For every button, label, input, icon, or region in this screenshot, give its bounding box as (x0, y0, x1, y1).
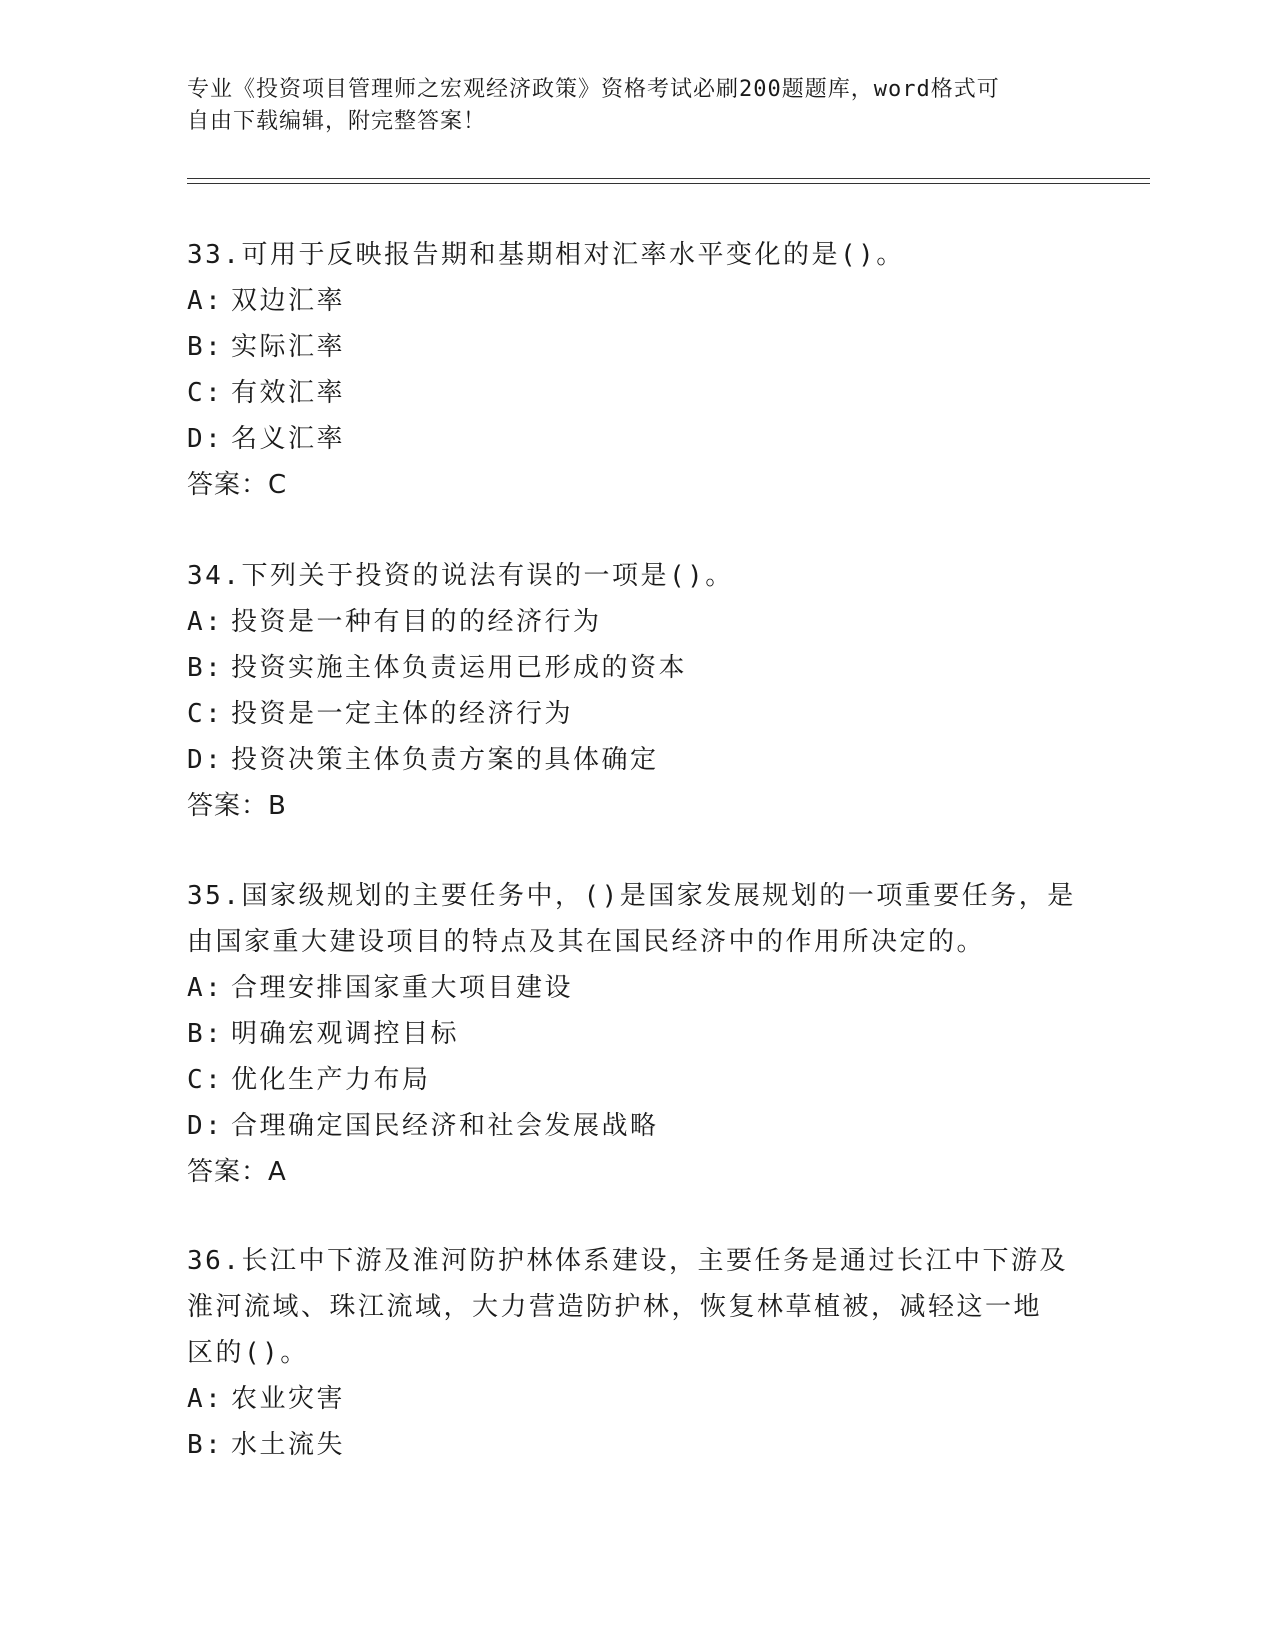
option-text: 投资是一种有目的的经济行为 (231, 607, 602, 637)
question-stem: 34.下列关于投资的说法有误的一项是()。 (187, 561, 734, 591)
option-text: 合理安排国家重大项目建设 (231, 973, 574, 1003)
option-letter: A: (187, 607, 224, 637)
option-text: 投资实施主体负责运用已形成的资本 (231, 653, 688, 683)
option-letter: C: (187, 699, 224, 729)
option-letter: A: (187, 973, 224, 1003)
option-text: 合理确定国民经济和社会发展战略 (231, 1111, 659, 1141)
option-a (187, 1376, 1087, 1422)
option-text: 双边汇率 (231, 286, 346, 316)
option-text: 投资决策主体负责方案的具体确定 (231, 745, 659, 775)
question-stem-line-2: 淮河流域、珠江流域，大力营造防护林，恢复林草植被，减轻这一地 (187, 1292, 1043, 1322)
option-text: 水土流失 (231, 1430, 346, 1460)
option-b (187, 324, 1087, 370)
option-letter: D: (187, 745, 224, 775)
option-text: 名义汇率 (231, 424, 346, 454)
header-divider-top (187, 178, 1150, 179)
question-34 (187, 553, 1087, 829)
option-letter: D: (187, 424, 224, 454)
question-stem-line-1: 36.长江中下游及淮河防护林体系建设，主要任务是通过长江中下游及 (187, 1246, 1068, 1276)
answer-line: 答案：C (187, 470, 288, 500)
header-line-1: 专业《投资项目管理师之宏观经济政策》资格考试必刷200题题库，word格式可 (187, 77, 1000, 102)
option-text: 投资是一定主体的经济行为 (231, 699, 574, 729)
option-letter: B: (187, 1430, 224, 1460)
option-letter: C: (187, 1065, 224, 1095)
option-b (187, 1422, 1087, 1468)
option-letter: D: (187, 1111, 224, 1141)
option-d (187, 737, 1087, 783)
option-c (187, 370, 1087, 416)
option-b (187, 645, 1087, 691)
option-letter: B: (187, 1019, 224, 1049)
question-stem-line-3: 区的()。 (187, 1338, 309, 1368)
question-33 (187, 232, 1087, 508)
option-text: 农业灾害 (231, 1384, 346, 1414)
header-divider-bottom (187, 183, 1150, 184)
answer-line: 答案：B (187, 791, 287, 821)
option-b (187, 1011, 1087, 1057)
question-stem: 33.可用于反映报告期和基期相对汇率水平变化的是()。 (187, 240, 905, 270)
option-c (187, 691, 1087, 737)
option-d (187, 1103, 1087, 1149)
option-text: 有效汇率 (231, 378, 346, 408)
option-d (187, 416, 1087, 462)
option-letter: A: (187, 286, 224, 316)
option-letter: A: (187, 1384, 224, 1414)
option-a (187, 965, 1087, 1011)
header-line-2: 自由下载编辑，附完整答案！ (187, 109, 487, 134)
option-letter: C: (187, 378, 224, 408)
option-text: 优化生产力布局 (231, 1065, 431, 1095)
question-stem-line-2: 由国家重大建设项目的特点及其在国民经济中的作用所决定的。 (187, 927, 986, 957)
option-a (187, 278, 1087, 324)
document-header (187, 74, 1087, 138)
option-c (187, 1057, 1087, 1103)
option-text: 实际汇率 (231, 332, 346, 362)
answer-line: 答案：A (187, 1157, 287, 1187)
question-36 (187, 1238, 1087, 1468)
option-text: 明确宏观调控目标 (231, 1019, 460, 1049)
option-a (187, 599, 1087, 645)
option-letter: B: (187, 332, 224, 362)
question-stem-line-1: 35.国家级规划的主要任务中，()是国家发展规划的一项重要任务，是 (187, 881, 1076, 911)
question-35 (187, 873, 1087, 1195)
option-letter: B: (187, 653, 224, 683)
